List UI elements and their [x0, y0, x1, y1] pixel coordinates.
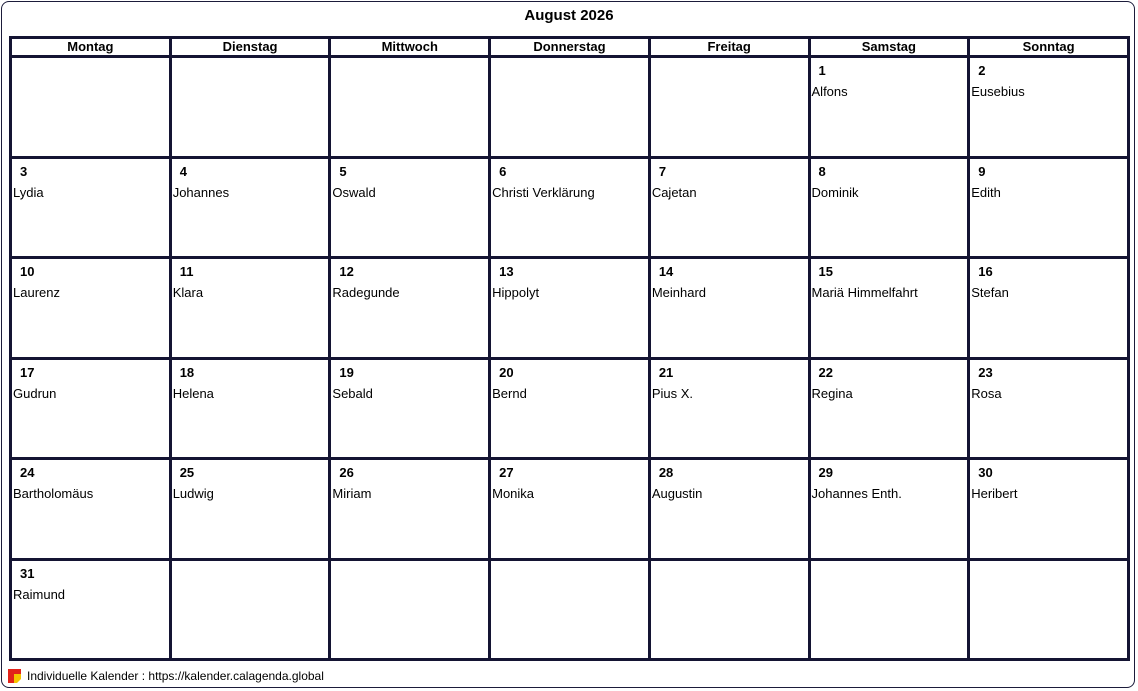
day-number: 12	[339, 264, 354, 279]
name-day: Stefan	[971, 285, 1009, 300]
day-number: 13	[499, 264, 514, 279]
day-cell[interactable]	[649, 358, 809, 459]
day-number: 7	[658, 163, 667, 179]
day-number: 14	[658, 264, 674, 279]
name-day: Augustin	[651, 486, 703, 501]
name-day: Eusebius	[971, 84, 1025, 99]
name-day: Bartholomäus	[13, 486, 94, 501]
day-number: 27	[499, 465, 514, 480]
name-day: Meinhard	[651, 285, 707, 300]
day-number: 18	[179, 364, 195, 380]
name-day: Gudrun	[13, 385, 57, 401]
day-cell[interactable]	[11, 459, 171, 560]
name-day: Pius X.	[651, 385, 693, 401]
day-cell[interactable]	[809, 459, 969, 560]
weekday-header: Montag	[11, 38, 171, 57]
day-number: 1	[818, 63, 826, 78]
day-cell[interactable]	[11, 157, 171, 258]
name-day: Lydia	[13, 184, 44, 200]
day-number: 15	[818, 264, 833, 279]
name-day: Bernd	[492, 385, 527, 401]
day-cell[interactable]	[649, 157, 809, 258]
day-cell[interactable]	[330, 358, 490, 459]
day-number: 24	[20, 465, 35, 480]
day-cell[interactable]	[490, 258, 650, 359]
day-number: 22	[818, 364, 833, 380]
weekday-header: Donnerstag	[490, 38, 650, 57]
day-cell[interactable]	[330, 258, 490, 359]
day-number: 16	[978, 264, 993, 279]
footer	[8, 669, 324, 683]
day-number: 26	[339, 465, 354, 480]
day-number: 6	[499, 163, 507, 179]
day-number: 17	[20, 364, 35, 380]
footer-text[interactable]: Individuelle Kalender : https://kalender.calagenda.global	[27, 669, 324, 683]
week-row	[11, 157, 1129, 258]
week-row	[11, 358, 1129, 459]
weekday-header: Mittwoch	[330, 38, 490, 57]
day-cell[interactable]	[649, 258, 809, 359]
empty-day-cell	[969, 559, 1129, 660]
day-cell[interactable]	[490, 459, 650, 560]
day-cell[interactable]	[170, 459, 330, 560]
empty-day-cell	[170, 559, 330, 660]
day-number: 8	[818, 163, 826, 179]
empty-day-cell	[649, 559, 809, 660]
day-number: 29	[818, 465, 833, 480]
name-day: Helena	[172, 385, 214, 401]
day-number: 5	[339, 163, 347, 179]
name-day: Monika	[492, 486, 535, 501]
day-number: 21	[658, 364, 674, 380]
day-cell[interactable]	[809, 258, 969, 359]
day-number: 4	[179, 163, 187, 179]
empty-day-cell	[11, 57, 171, 158]
name-day: Christi Verklärung	[492, 184, 595, 200]
day-cell[interactable]	[490, 157, 650, 258]
empty-day-cell	[649, 57, 809, 158]
name-day: Hippolyt	[492, 285, 540, 300]
day-cell[interactable]	[11, 358, 171, 459]
name-day: Edith	[971, 184, 1001, 200]
day-cell[interactable]	[330, 157, 490, 258]
day-number: 23	[978, 364, 993, 380]
weekday-header: Freitag	[649, 38, 809, 57]
day-cell[interactable]	[809, 157, 969, 258]
day-cell[interactable]	[490, 358, 650, 459]
name-day: Heribert	[971, 486, 1018, 501]
empty-day-cell	[809, 559, 969, 660]
empty-day-cell	[330, 57, 490, 158]
calendar-grid	[9, 36, 1130, 661]
name-day: Cajetan	[651, 184, 697, 200]
weekday-header: Samstag	[809, 38, 969, 57]
day-cell[interactable]	[809, 57, 969, 158]
day-cell[interactable]	[170, 358, 330, 459]
name-day: Oswald	[332, 184, 376, 200]
name-day: Johannes Enth.	[811, 486, 902, 501]
day-number: 31	[20, 565, 35, 581]
empty-day-cell	[170, 57, 330, 158]
day-cell[interactable]	[809, 358, 969, 459]
name-day: Johannes	[172, 184, 230, 200]
calendar-body	[11, 57, 1129, 660]
name-day: Radegunde	[332, 285, 400, 300]
empty-day-cell	[330, 559, 490, 660]
empty-day-cell	[490, 57, 650, 158]
day-cell[interactable]	[11, 258, 171, 359]
calagenda-logo-icon	[8, 669, 21, 683]
day-cell[interactable]	[11, 559, 171, 660]
name-day: Raimund	[13, 586, 66, 602]
name-day: Dominik	[811, 184, 859, 200]
name-day: Rosa	[971, 385, 1002, 401]
day-number: 20	[499, 364, 514, 380]
day-number: 2	[978, 63, 986, 78]
name-day: Ludwig	[172, 486, 214, 501]
weekday-header-row	[11, 38, 1129, 57]
day-cell[interactable]	[969, 358, 1129, 459]
name-day: Alfons	[811, 84, 848, 99]
day-cell[interactable]	[649, 459, 809, 560]
day-cell[interactable]	[969, 157, 1129, 258]
day-number: 28	[658, 465, 674, 480]
day-number: 25	[179, 465, 195, 480]
day-number: 30	[978, 465, 993, 480]
name-day: Laurenz	[13, 285, 60, 300]
day-cell[interactable]	[170, 157, 330, 258]
name-day: Miriam	[332, 486, 372, 501]
calendar-title: August 2026	[524, 7, 614, 24]
name-day: Regina	[811, 385, 853, 401]
day-number: 9	[978, 163, 986, 179]
name-day: Mariä Himmelfahrt	[811, 285, 918, 300]
day-cell[interactable]	[969, 57, 1129, 158]
name-day: Sebald	[332, 385, 373, 401]
name-day: Klara	[172, 285, 204, 300]
week-row	[11, 459, 1129, 560]
day-number: 19	[339, 364, 354, 380]
empty-day-cell	[490, 559, 650, 660]
day-number: 3	[20, 163, 28, 179]
week-row	[11, 559, 1129, 660]
week-row	[11, 57, 1129, 158]
week-row	[11, 258, 1129, 359]
day-cell[interactable]	[330, 459, 490, 560]
day-number: 10	[20, 264, 35, 279]
day-number: 11	[179, 264, 194, 279]
day-cell[interactable]	[170, 258, 330, 359]
weekday-header: Dienstag	[170, 38, 330, 57]
day-cell[interactable]	[969, 459, 1129, 560]
weekday-header: Sonntag	[969, 38, 1129, 57]
day-cell[interactable]	[969, 258, 1129, 359]
